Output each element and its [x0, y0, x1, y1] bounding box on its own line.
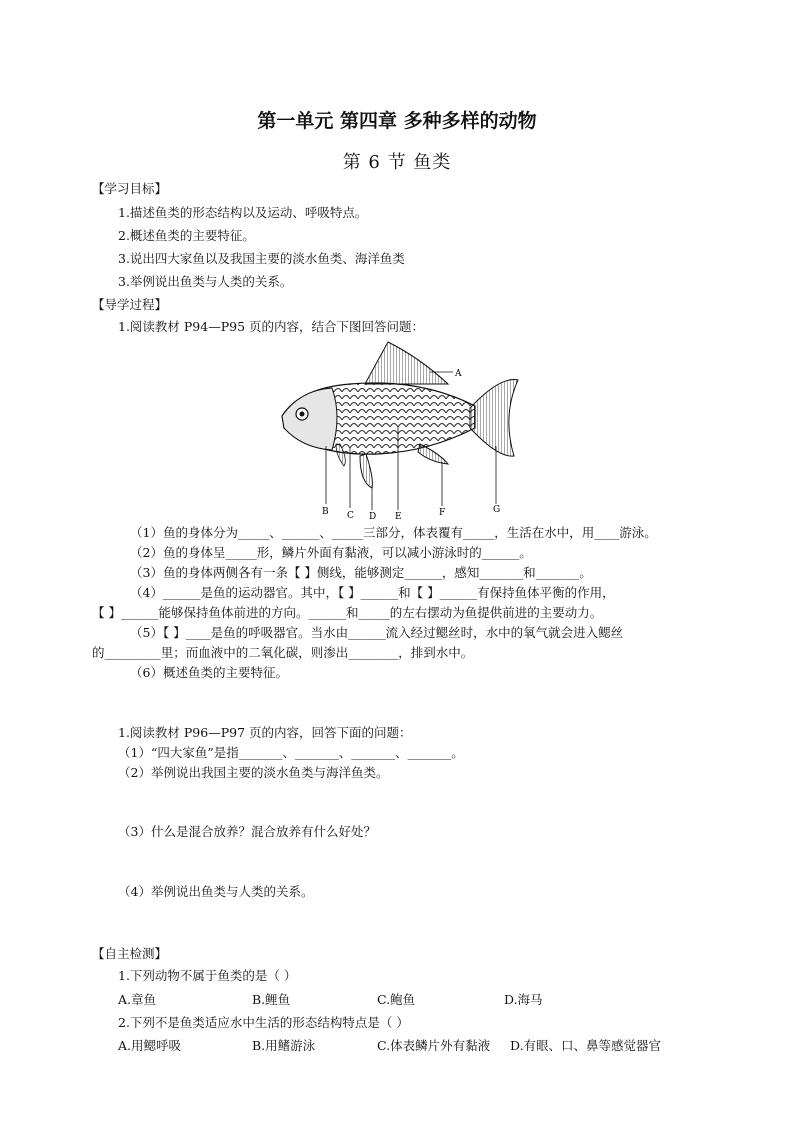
page-title: 第一单元 第四章 多种多样的动物	[257, 110, 537, 132]
label-f: F	[439, 508, 446, 518]
fish-head	[282, 388, 337, 450]
process-heading: 【导学过程】	[92, 297, 168, 312]
selfcheck-question-1: 1.下列动物不属于鱼类的是（ ）	[118, 968, 297, 983]
option-c: C.体表鳞片外有黏液	[377, 1038, 491, 1053]
option-b: B.鲤鱼	[252, 992, 291, 1007]
question-1-1: （1）鱼的身体分为_____、______、_____三部分，体表覆有_____，生活在水中，用____游泳。	[130, 525, 657, 540]
label-c: C	[347, 511, 354, 521]
question-1-5: （5）【 】____是鱼的呼吸器官。当水由______流入经过鳃丝时，水中的氧气就会进入鳃丝	[130, 625, 624, 640]
selfcheck-question-2: 2.下列不是鱼类适应水中生活的形态结构特点是（ ）	[118, 1015, 409, 1030]
anal-fin	[418, 444, 448, 464]
reading-instruction-2: 1.阅读教材 P96—P97 页的内容，回答下面的问题：	[118, 725, 412, 740]
option-a: A.用鳃呼吸	[118, 1038, 182, 1053]
dorsal-fin	[365, 342, 448, 384]
pelvic-fin	[360, 454, 372, 488]
question-2-4: （4）举例说出鱼类与人类的关系。	[118, 884, 314, 899]
label-b: B	[322, 507, 329, 517]
option-d: D.有眼、口、鼻等感觉器官	[510, 1038, 662, 1053]
objective-item: 3.说出四大家鱼以及我国主要的淡水鱼类、海洋鱼类	[118, 251, 405, 266]
fish-diagram	[270, 336, 530, 522]
question-1-2: （2）鱼的身体呈_____形，鳞片外面有黏液，可以减小游泳时的______。	[130, 545, 532, 560]
objective-item: 1.描述鱼类的形态结构以及运动、呼吸特点。	[118, 205, 368, 220]
question-2-1: （1）“四大家鱼”是指_______、_______、_______、_______。	[118, 745, 464, 760]
question-2-2: （2）举例说出我国主要的淡水鱼类与海洋鱼类。	[118, 765, 389, 780]
option-a: A.章鱼	[118, 992, 157, 1007]
question-1-5-cont: 的_________里；而血液中的二氧化碳，则渗出________，排到水中。	[92, 645, 474, 660]
selfcheck-heading: 【自主检测】	[92, 946, 168, 961]
tail-fin	[470, 380, 518, 457]
question-1-3: （3）鱼的身体两侧各有一条【 】侧线，能够测定______，感知_______和_______。	[130, 565, 592, 580]
label-a: A	[455, 369, 462, 379]
question-1-4: （4）______是鱼的运动器官。其中，【 】______和【 】______有保持鱼体平衡的作用，	[130, 585, 615, 600]
label-d: D	[369, 512, 377, 522]
question-1-6: （6）概述鱼类的主要特征。	[130, 665, 288, 680]
section-title: 第 6 节 鱼类	[342, 152, 452, 173]
objective-item: 2.概述鱼类的主要特征。	[118, 228, 255, 243]
option-c: C.鲍鱼	[377, 992, 416, 1007]
label-g: G	[493, 505, 501, 515]
objective-item: 3.举例说出鱼类与人类的关系。	[118, 274, 293, 289]
label-e: E	[395, 512, 402, 522]
question-1-4-cont: 【 】______能够保持鱼体前进的方向。______和_____的左右摆动为鱼提供前进的主要动力。	[92, 605, 603, 620]
fish-illustration	[270, 336, 530, 522]
option-d: D.海马	[504, 992, 543, 1007]
question-2-3: （3）什么是混合放养？混合放养有什么好处？	[118, 824, 376, 839]
objectives-heading: 【学习目标】	[92, 181, 168, 196]
reading-instruction-1: 1.阅读教材 P94—P95 页的内容，结合下图回答问题：	[118, 319, 425, 334]
option-b: B.用鳍游泳	[252, 1038, 316, 1053]
